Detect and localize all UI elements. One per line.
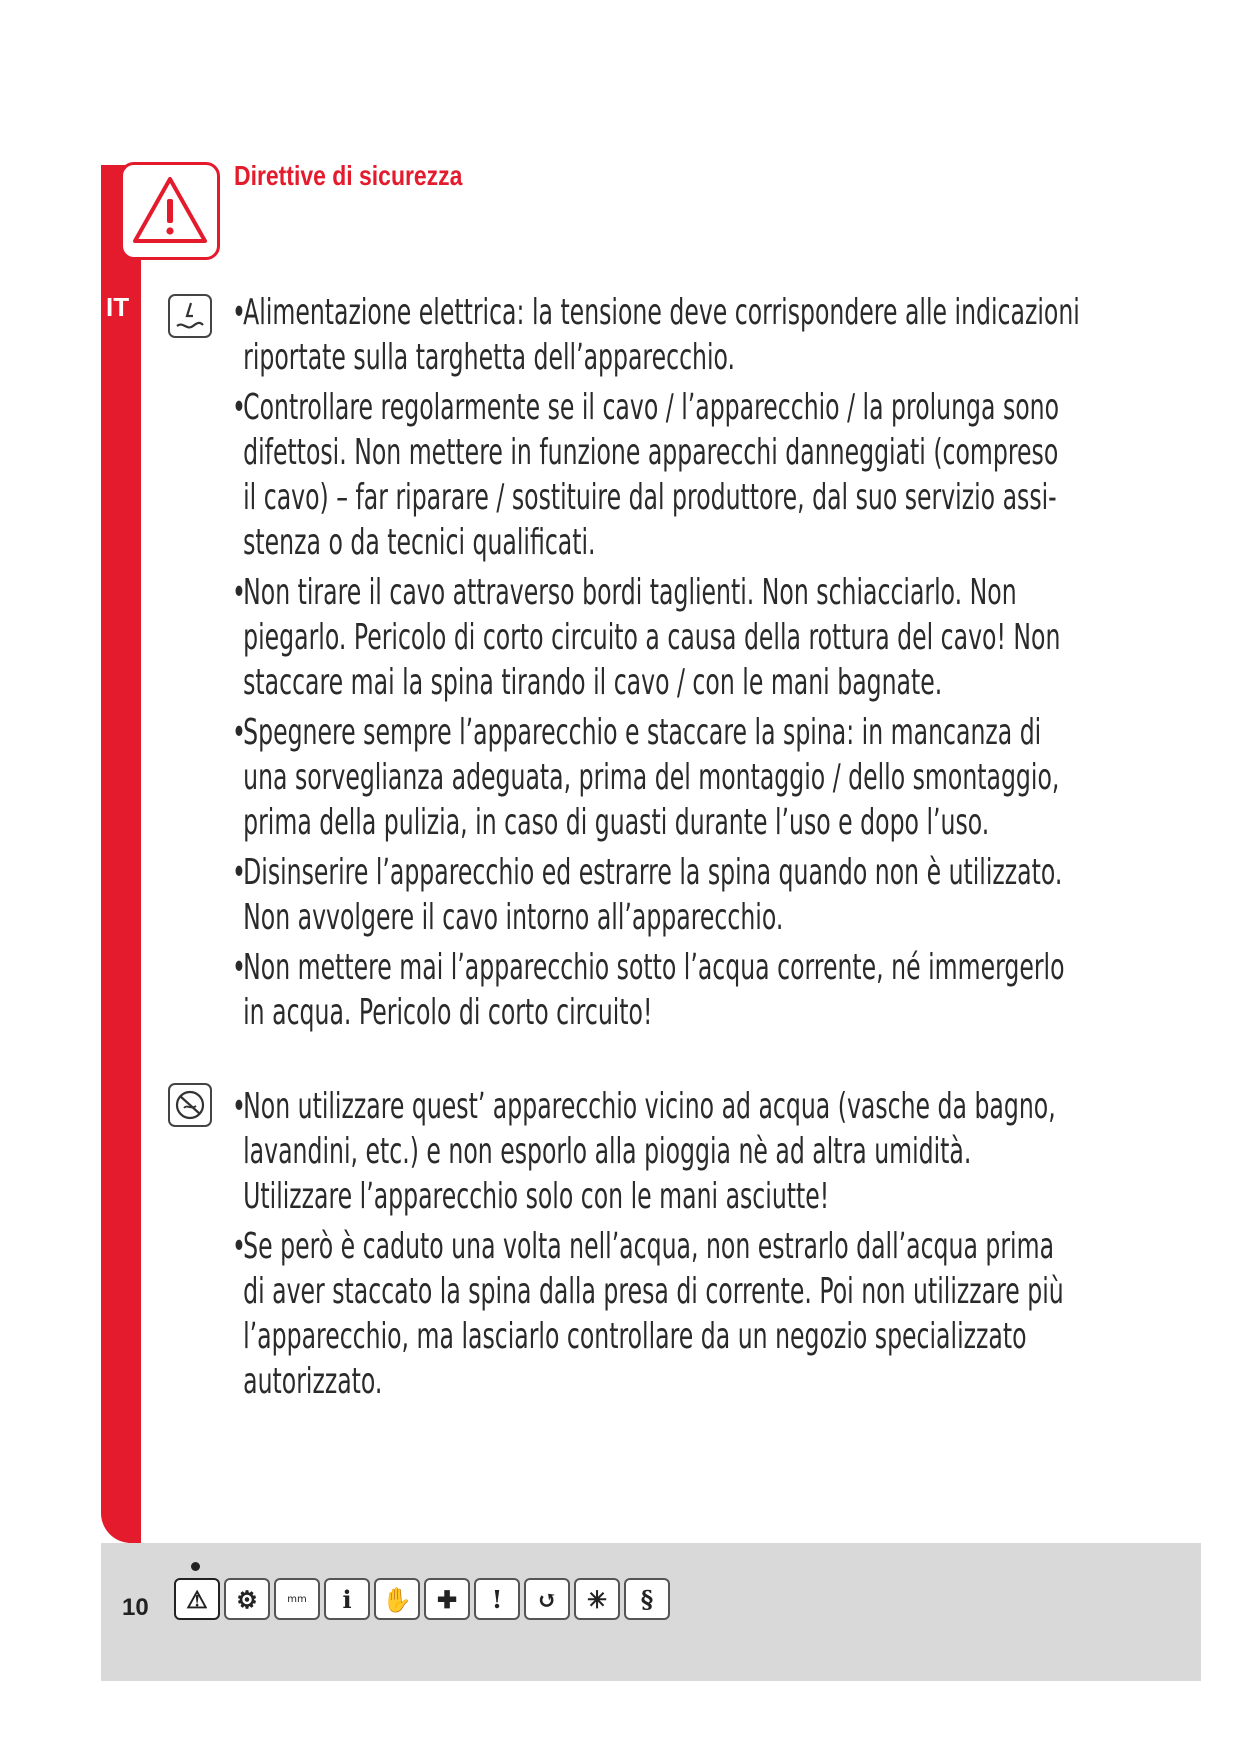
text-line: Controllare regolarmente se il cavo / l’apparecchio / la prolunga sono — [243, 387, 1060, 428]
text-line: Non avvolgere il cavo intorno all’apparecchio. — [243, 897, 784, 938]
text-line: Non mettere mai l’apparecchio sotto l’acqua corrente, né immergerlo — [243, 947, 1065, 988]
legal-nav-icon[interactable]: § — [624, 1578, 670, 1620]
text-line: piegarlo. Pericolo di corto circuito a causa della rottura del cavo! Non — [243, 617, 1061, 658]
text-line: Alimentazione elettrica: la tensione deve corrispondere alle indicazioni — [243, 292, 1080, 333]
text-line: prima della pulizia, in caso di guasti durante l’uso e dopo l’uso. — [243, 802, 990, 843]
list-item — [232, 710, 1060, 845]
exclamation-nav-icon[interactable]: ! — [474, 1578, 520, 1620]
text-line: difettosi. Non mettere in funzione apparecchi danneggiati (compreso — [243, 432, 1059, 473]
active-section-indicator — [191, 1562, 200, 1571]
page-number: 10 — [122, 1594, 149, 1621]
text-line: Spegnere sempre l’apparecchio e staccare la spina: in mancanza di — [243, 712, 1042, 753]
bullet: • — [232, 947, 246, 988]
bullet: • — [232, 712, 246, 753]
side-color-bar — [101, 165, 141, 1543]
no-water-icon — [168, 1083, 212, 1127]
text-line: il cavo) – far riparare / sostituire dal produttore, dal suo servizio assi- — [243, 477, 1057, 518]
list-item — [232, 570, 1061, 705]
language-label: IT — [106, 292, 130, 322]
list-item — [232, 945, 1065, 1035]
text-line: staccare mai la spina tirando il cavo / con le mani bagnate. — [243, 662, 943, 703]
list-item — [232, 290, 1080, 380]
bullet: • — [232, 572, 246, 613]
bullet: • — [232, 387, 246, 428]
text-line: stenza o da tecnici qualificati. — [243, 522, 596, 563]
list-item — [232, 1084, 1056, 1219]
measure-nav-icon[interactable]: mm — [274, 1578, 320, 1620]
text-line: di aver staccato la spina dalla presa di corrente. Poi non utilizzare più — [243, 1271, 1064, 1312]
plus-nav-icon[interactable]: ✚ — [424, 1578, 470, 1620]
list-item — [232, 385, 1060, 565]
electric-plug-icon — [168, 294, 212, 338]
bullet: • — [232, 1086, 246, 1127]
section-nav — [174, 1578, 670, 1620]
warning-icon-box — [120, 162, 220, 260]
list-item — [232, 1224, 1064, 1404]
text-line: Disinserire l’apparecchio ed estrarre la spina quando non è utilizzato. — [243, 852, 1063, 893]
warning-nav-icon[interactable]: ⚠ — [174, 1578, 220, 1620]
bullet: • — [232, 292, 246, 333]
text-line: Se però è caduto una volta nell’acqua, non estrarlo dall’acqua prima — [243, 1226, 1055, 1267]
text-line: riportate sulla targhetta dell’apparecchio. — [243, 337, 736, 378]
list-item — [232, 850, 1063, 940]
bullet: • — [232, 852, 246, 893]
electric-safety-list — [232, 290, 1241, 1040]
text-line: l’apparecchio, ma lasciarlo controllare da un negozio specializzato — [243, 1316, 1027, 1357]
hand-nav-icon[interactable]: ✋ — [374, 1578, 420, 1620]
text-line: in acqua. Pericolo di corto circuito! — [243, 992, 653, 1033]
section-title: Direttive di sicurezza — [234, 160, 463, 191]
text-line: Non utilizzare quest’ apparecchio vicino ad acqua (vasche da bagno, — [243, 1086, 1056, 1127]
care-nav-icon[interactable]: ↺ — [524, 1578, 570, 1620]
text-line: una sorveglianza adeguata, prima del montaggio / dello smontaggio, — [243, 757, 1060, 798]
info-nav-icon[interactable]: i — [324, 1578, 370, 1620]
sparkle-nav-icon[interactable]: ✳ — [574, 1578, 620, 1620]
parts-nav-icon[interactable]: ⚙ — [224, 1578, 270, 1620]
text-line: lavandini, etc.) e non esporlo alla pioggia nè ad altra umidità. — [243, 1131, 972, 1172]
warning-triangle-icon — [131, 173, 209, 249]
text-line: Non tirare il cavo attraverso bordi taglienti. Non schiacciarlo. Non — [243, 572, 1017, 613]
water-safety-list — [232, 1084, 1241, 1409]
text-line: Utilizzare l’apparecchio solo con le mani asciutte! — [243, 1176, 830, 1217]
bullet: • — [232, 1226, 246, 1267]
text-line: autorizzato. — [243, 1361, 383, 1402]
